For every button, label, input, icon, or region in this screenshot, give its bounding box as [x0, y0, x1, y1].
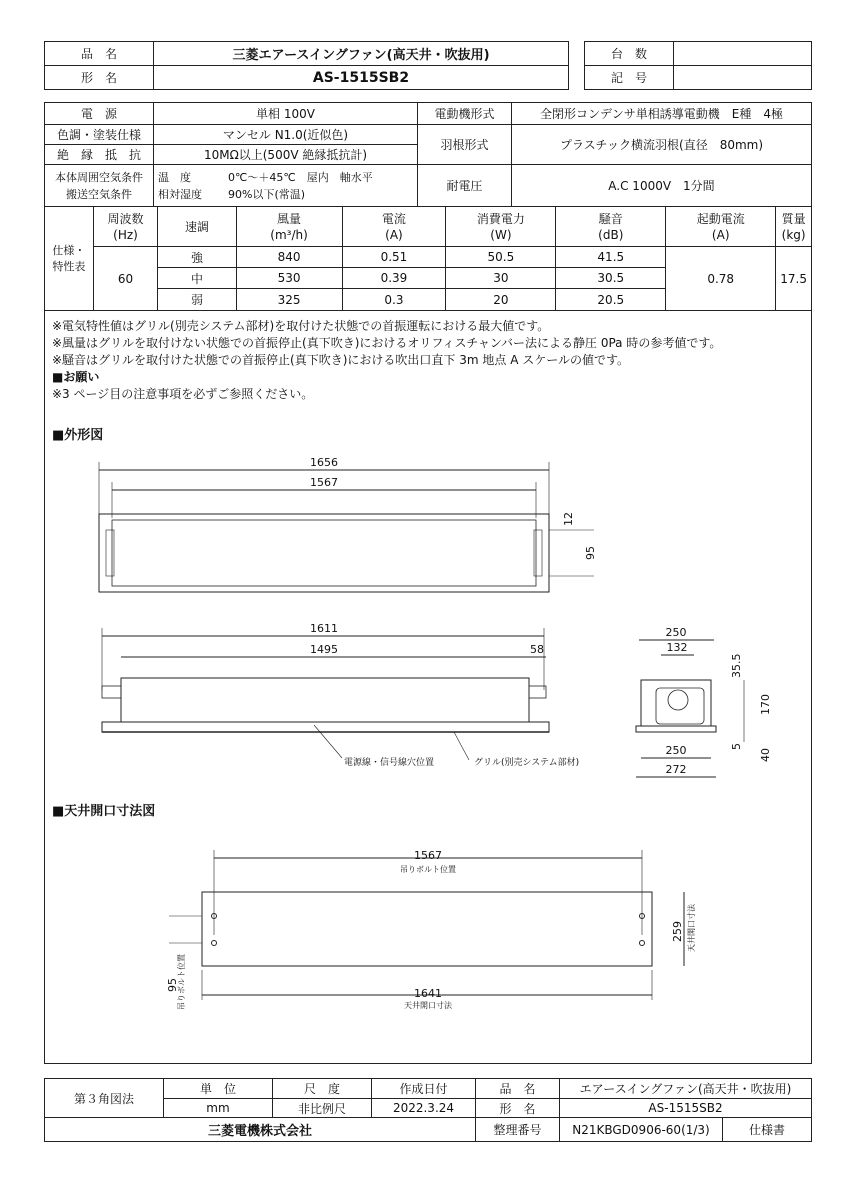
- label-wiring: 電源線・信号線穴位置: [344, 758, 435, 768]
- doc-type: 仕様書: [723, 1118, 812, 1142]
- dim-top-inner: 1567: [310, 476, 338, 489]
- dim-side-h3: 5: [730, 743, 743, 750]
- humidity-label: 相対湿度: [158, 187, 202, 201]
- dim-side-w: 250: [665, 626, 687, 639]
- dim-front-side: 58: [530, 643, 544, 656]
- table-row-speed: 弱: [158, 289, 236, 311]
- dim-side-bottom2: 272: [665, 763, 687, 776]
- dim-side-h4: 40: [759, 748, 772, 762]
- front-view-body: [121, 678, 529, 722]
- unit-label: 単 位: [164, 1079, 273, 1099]
- note-line: ■お願い: [52, 370, 100, 384]
- table-row-noise: 41.5: [556, 247, 666, 268]
- env-label: [45, 165, 154, 207]
- bolt-hole: [212, 941, 217, 946]
- table-row-current: 0.51: [342, 247, 446, 268]
- note-line: ※風量はグリルを取付けない状態での首振停止(真下吹き)におけるオリフィスチャンバー法による静圧 0Pa 時の参考値です。: [52, 336, 722, 350]
- header-mass: 質量 (kg): [776, 207, 812, 247]
- footer-model-label: 形 名: [476, 1099, 560, 1118]
- start-current-value: 0.78: [666, 247, 776, 311]
- blade-label: 羽根形式: [418, 125, 512, 165]
- product-name: 三菱エアースイングファン(高天井・吹抜用): [154, 42, 569, 66]
- footer-product-label: 品 名: [476, 1079, 560, 1099]
- outline-title: ■外形図: [52, 428, 104, 443]
- model-name: AS-1515SB2: [154, 66, 569, 90]
- voltage-value: A.C 1000V 1分間: [512, 165, 812, 207]
- table-row-power: 50.5: [446, 247, 556, 268]
- header-count-table: [584, 41, 812, 90]
- frequency-value: 60: [93, 247, 158, 311]
- note-line: ※3 ページ目の注意事項を必ずご参照ください。: [52, 387, 314, 401]
- scale-label: 尺 度: [273, 1079, 372, 1099]
- table-row-noise: 30.5: [556, 268, 666, 289]
- power-label: 電 源: [45, 103, 154, 125]
- dim-side-h2: 170: [759, 694, 772, 715]
- doc-no: N21KBGD0906-60(1/3): [560, 1118, 723, 1142]
- blade-value: プラスチック横流羽根(直径 80mm): [512, 125, 812, 165]
- header-noise: 騒音 (dB): [556, 207, 666, 247]
- dim-top-side-b: 95: [584, 546, 597, 560]
- footer-table: [44, 1078, 812, 1142]
- scale-value: 非比例尺: [273, 1099, 372, 1118]
- dim-top-side-a: 12: [562, 512, 575, 526]
- bolt-pitch-label: 吊りボルト位置: [400, 865, 456, 874]
- table-row-current: 0.3: [342, 289, 446, 311]
- ceiling-opening: [202, 892, 652, 966]
- motor-label: 電動機形式: [418, 103, 512, 125]
- date-label: 作成日付: [372, 1079, 476, 1099]
- label-grille: グリル(別売システム部材): [474, 758, 580, 768]
- table-row-airflow: 325: [236, 289, 342, 311]
- header-power: 消費電力 (W): [446, 207, 556, 247]
- header-frequency: 周波数 (Hz): [93, 207, 158, 247]
- projection: 第３角図法: [45, 1079, 164, 1118]
- table-row-airflow: 840: [236, 247, 342, 268]
- model-label: 形 名: [45, 66, 154, 90]
- env-value: [154, 165, 418, 207]
- table-row-noise: 20.5: [556, 289, 666, 311]
- ceiling-drawing: [44, 840, 812, 1040]
- fan-rotor: [668, 690, 688, 710]
- bolt-pitch: 1567: [414, 849, 442, 862]
- date-value: 2022.3.24: [372, 1099, 476, 1118]
- insulation-label: 絶 縁 抵 抗: [45, 145, 154, 165]
- spec-table: [44, 102, 812, 207]
- ceiling-title: ■天井開口寸法図: [52, 804, 156, 819]
- dim-top-overall: 1656: [310, 456, 338, 469]
- header-start-current: 起動電流 (A): [666, 207, 776, 247]
- bolt-v-label: 吊りボルト位置: [177, 954, 186, 1010]
- color-value: マンセル N1.0(近似色): [154, 125, 418, 145]
- company: 三菱電機株式会社: [45, 1118, 476, 1142]
- note-line: ※騒音はグリルを取付けた状態での首振停止(真下吹き)における吹出口直下 3m 地点 A スケールの値です。: [52, 353, 630, 367]
- note-line: ※電気特性値はグリル(別売システム部材)を取付けた状態での首振運転における最大値です。: [52, 319, 550, 333]
- opening-h: 259: [671, 921, 684, 942]
- table-row-speed: 中: [158, 268, 236, 289]
- count-label: 台 数: [585, 42, 674, 66]
- table-row-power: 20: [446, 289, 556, 311]
- insulation-value: 10MΩ以上(500V 絶縁抵抗計): [154, 145, 418, 165]
- dim-front-overall: 1611: [310, 622, 338, 635]
- footer-model-name: AS-1515SB2: [560, 1099, 812, 1118]
- dim-front-inner: 1495: [310, 643, 338, 656]
- side-grille: [636, 726, 716, 732]
- header-airflow: 風量 (m³/h): [236, 207, 342, 247]
- count-value: [674, 42, 812, 66]
- table-row-current: 0.39: [342, 268, 446, 289]
- dim-side-inner: 132: [666, 641, 688, 654]
- performance-table: [44, 206, 812, 311]
- dim-side-h1: 35.5: [730, 653, 743, 678]
- opening-w: 1641: [414, 987, 442, 1000]
- outline-drawing: [44, 440, 812, 810]
- humidity-value: 90%以下(常温): [228, 187, 306, 201]
- opening-w-label: 天井開口寸法: [404, 1001, 452, 1010]
- voltage-label: 耐電圧: [418, 165, 512, 207]
- env-label-2: 搬送空気条件: [66, 187, 132, 201]
- unit-value: mm: [164, 1099, 273, 1118]
- side-view-body: [641, 680, 711, 726]
- header-table: [44, 41, 569, 90]
- header-current: 電流 (A): [342, 207, 446, 247]
- perf-side-label: 仕様・特性表: [45, 207, 94, 311]
- motor-value: 全閉形コンデンサ単相誘導電動機 E種 4極: [512, 103, 812, 125]
- bolt-hole: [640, 941, 645, 946]
- top-view-body: [99, 514, 549, 592]
- grille: [102, 722, 549, 732]
- table-row-power: 30: [446, 268, 556, 289]
- footer-product-name: エアースイングファン(高天井・吹抜用): [560, 1079, 812, 1099]
- mass-value: 17.5: [776, 247, 812, 311]
- doc-no-label: 整理番号: [476, 1118, 560, 1142]
- symbol-value: [674, 66, 812, 90]
- dim-side-bottom1: 250: [665, 744, 687, 757]
- table-row-speed: 強: [158, 247, 236, 268]
- temp-label: 温 度: [158, 170, 191, 184]
- symbol-label: 記 号: [585, 66, 674, 90]
- opening-h-label: 天井開口寸法: [687, 904, 696, 952]
- table-row-airflow: 530: [236, 268, 342, 289]
- env-label-1: 本体周囲空気条件: [55, 170, 143, 184]
- color-label: 色調・塗装仕様: [45, 125, 154, 145]
- notes: [52, 318, 802, 403]
- power-value: 単相 100V: [154, 103, 418, 125]
- bolt-v: 95: [166, 978, 179, 992]
- product-label: 品 名: [45, 42, 154, 66]
- temp-value: 0℃～＋45℃ 屋内 軸水平: [228, 170, 373, 184]
- header-speed: 速調: [158, 207, 236, 247]
